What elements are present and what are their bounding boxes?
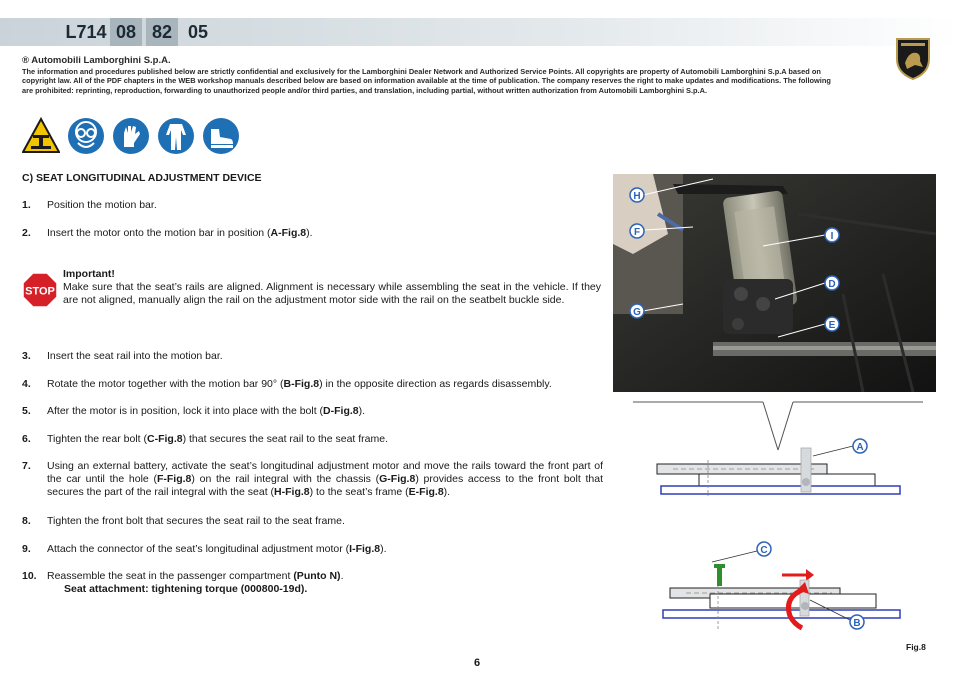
step-text-part: ) to the seat’s frame ( <box>309 486 409 498</box>
warning-crush-icon <box>22 117 60 155</box>
diagram-label-a <box>853 439 867 453</box>
figure-reference: A-Fig.8 <box>270 227 307 239</box>
stop-sign-icon <box>22 272 58 308</box>
svg-text:STOP: STOP <box>25 285 55 298</box>
step-text-part: ) in the opposite direction as regards disassembly. <box>319 378 552 390</box>
step-text-part: ). <box>443 486 451 498</box>
step-number: 10. <box>22 570 37 582</box>
step-text <box>47 570 603 596</box>
goggles-icon <box>67 117 105 155</box>
torque-spec: Seat attachment: tightening torque (000800-19d). <box>64 583 308 595</box>
copyright-notice <box>22 55 832 95</box>
page-number: 6 <box>474 657 481 669</box>
step-text-part: Attach the connector of the seat’s longitudinal adjustment motor ( <box>47 543 350 555</box>
step-text-part: ) provides access to the front bolt that secures the part of the rail integral with the seat ( <box>47 473 604 498</box>
step-number: 3. <box>22 350 31 362</box>
important-text: Make sure that the seat’s rails are aligned. Alignment is necessary while assembling the seat in the vehicle. If they are not aligned, manually align the rail on the adjustment motor side with the rail on the seatbelt buckle side. <box>63 281 601 306</box>
step-text-part: ) that secures the seat rail to the seat frame. <box>182 433 389 445</box>
figure-reference: F-Fig.8 <box>156 473 192 485</box>
section-reference: (Punto N) <box>293 570 341 582</box>
step-number: 5. <box>22 405 31 417</box>
overalls-icon <box>157 117 195 155</box>
header-band <box>0 18 960 46</box>
doc-code-model: L714 <box>65 22 107 42</box>
doc-code-section: 05 <box>187 22 209 42</box>
step-text <box>47 405 603 418</box>
photo-label-g <box>630 304 644 318</box>
figure-reference: H-Fig.8 <box>274 486 310 498</box>
svg-text:G: G <box>633 307 641 318</box>
figure-caption: Fig.8 <box>906 642 926 652</box>
step-text: Tighten the front bolt that secures the seat rail to the seat frame. <box>47 515 345 527</box>
copyright-body: The information and procedures published below are strictly confidential and exclusively for the Lamborghini Dealer Network and Authorized Service Points. All copyrights are property of Automobili Lamborghini S.p.A based on copyright law. All of the PDF chapters in the WEB workshop manuals described below are based on information available at the time of publication. The company reserves the right to make updates and modifications. The following are prohibited: reprinting, reproduction, forwarding to unauthorized people and/or third parties, and translation, including partial, without written authorization from Automobili Lamborghini S.p.A. <box>22 67 831 95</box>
step-number: 2. <box>22 227 31 239</box>
step-text-part: Tighten the rear bolt ( <box>47 433 147 445</box>
lamborghini-shield-logo <box>893 37 933 81</box>
step-text-part: ). <box>358 405 366 417</box>
figure-reference: E-Fig.8 <box>408 486 444 498</box>
step-number: 9. <box>22 543 31 555</box>
figure-reference: B-Fig.8 <box>283 378 320 390</box>
step-text-part: Using an external battery, activate the seat’s longitudinal adjustment motor and move the rails toward the front part of the car until the hole ( <box>47 460 603 485</box>
seat-motor-photo <box>613 174 936 392</box>
step-text <box>47 543 603 556</box>
safety-shoes-icon <box>202 117 240 155</box>
photo-label-h <box>630 188 644 202</box>
photo-label-i <box>825 228 839 242</box>
step-text <box>47 433 603 446</box>
step-text-part: After the motor is in position, lock it into place with the bolt ( <box>47 405 324 417</box>
step-text-part: ). <box>380 543 387 555</box>
step-number: 8. <box>22 515 31 527</box>
step-text-part: ). <box>306 227 313 239</box>
photo-label-d <box>825 276 839 290</box>
photo-label-e <box>825 317 839 331</box>
step-text <box>47 227 603 240</box>
svg-text:H: H <box>633 191 641 202</box>
diagram-motor-rotation <box>660 538 910 634</box>
figure-reference: G-Fig.8 <box>379 473 416 485</box>
photo-label-f <box>630 224 644 238</box>
figure-reference: D-Fig.8 <box>323 405 359 417</box>
step-text-part: Reassemble the seat in the passenger compartment <box>47 570 294 582</box>
figure-reference: I-Fig.8 <box>349 543 381 555</box>
doc-code-subgroup: 82 <box>146 18 178 46</box>
gloves-icon <box>112 117 150 155</box>
figure-reference: C-Fig.8 <box>147 433 183 445</box>
step-number: 4. <box>22 378 31 390</box>
step-text-part: Insert the motor onto the motion bar in position ( <box>47 227 271 239</box>
svg-text:E: E <box>828 320 836 331</box>
step-text <box>47 378 603 391</box>
step-number: 1. <box>22 199 31 211</box>
step-number: 6. <box>22 433 31 445</box>
step-number: 7. <box>22 460 31 472</box>
svg-text:D: D <box>828 279 836 290</box>
important-title: Important! <box>63 268 115 280</box>
diagram-label-b <box>850 615 864 629</box>
svg-text:F: F <box>633 227 641 238</box>
step-text: Position the motion bar. <box>47 199 157 211</box>
step-text-part: ) on the rail integral with the chassis ( <box>191 473 380 485</box>
step-text <box>47 460 603 499</box>
step-text-part: Rotate the motor together with the motion bar 90° ( <box>47 378 284 390</box>
diagram-motor-insertion <box>633 400 923 500</box>
section-title: C) SEAT LONGITUDINAL ADJUSTMENT DEVICE <box>22 172 262 184</box>
svg-text:C: C <box>760 545 768 556</box>
svg-text:A: A <box>856 442 864 453</box>
important-note <box>63 268 601 307</box>
step-text-part: . <box>340 570 344 582</box>
diagram-label-c <box>757 542 771 556</box>
doc-code-group: 08 <box>110 18 142 46</box>
copyright-title: ® Automobili Lamborghini S.p.A. <box>22 55 171 66</box>
svg-text:I: I <box>830 231 834 242</box>
step-text: Insert the seat rail into the motion bar. <box>47 350 223 362</box>
svg-text:B: B <box>853 618 861 629</box>
